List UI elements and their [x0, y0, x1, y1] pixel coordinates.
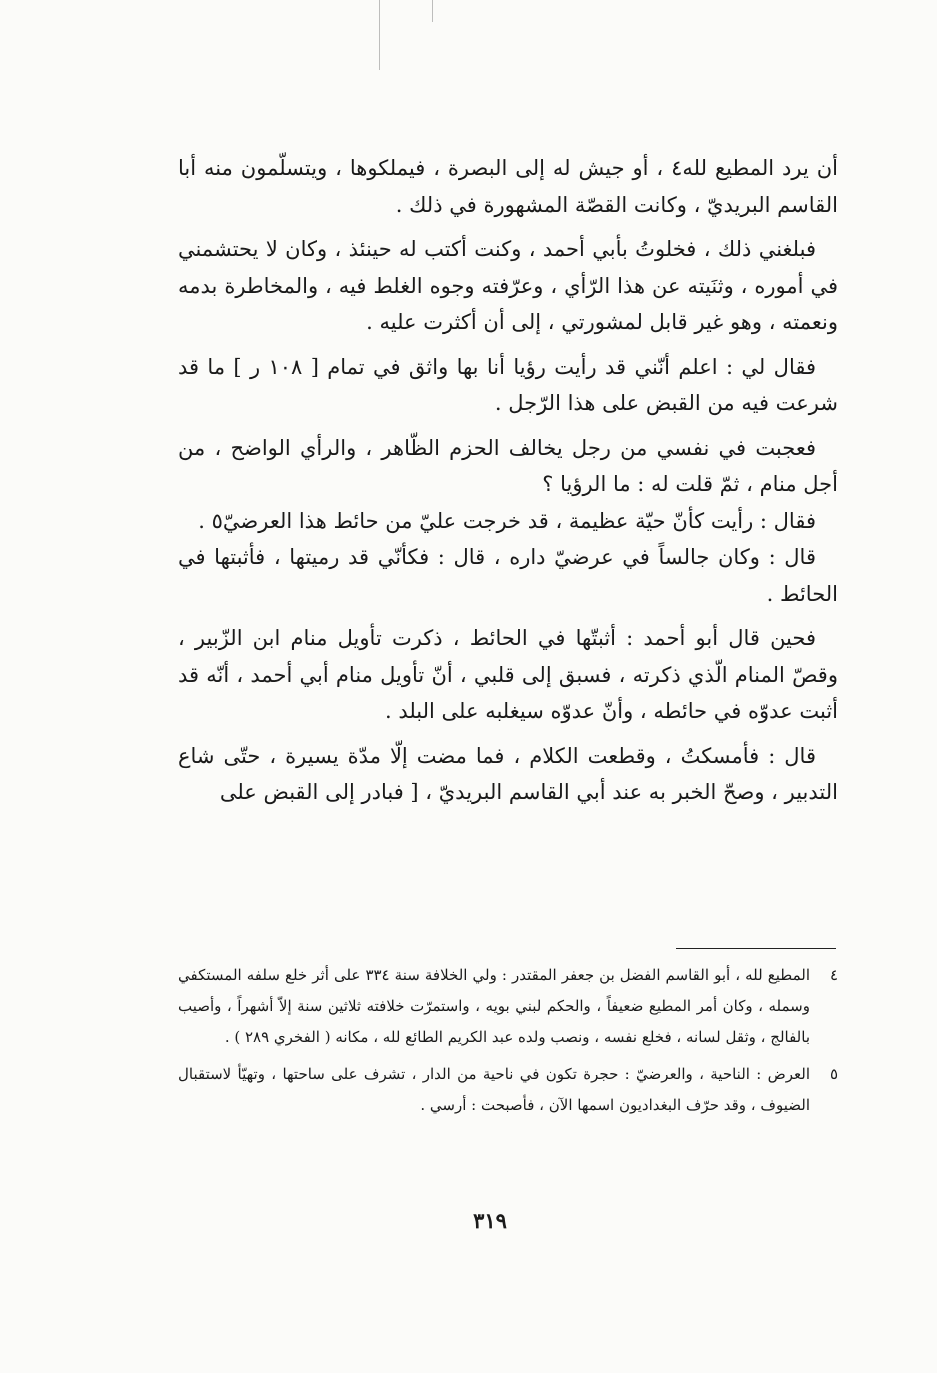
paragraph: فبلغني ذلك ، فخلوتُ بأبي أحمد ، وكنت أكتب له حينئذ ، وكان لا يحتشمني في أموره ، وثنَيته عن هذا الرّأي ، وعرّفته وجوه الغلط فيه ، والمخاطرة بدمه ونعمته ، وهو غير قابل لمشورتي ، إلى أن أكثرت عليه .: [178, 237, 838, 334]
scan-artifact-line: [379, 0, 380, 70]
paragraph: قال : وكان جالساً في عرضيّ داره ، قال : فكأنّي قد رميتها ، فأثبتها في الحائط .: [178, 545, 838, 606]
footnote-separator: [676, 948, 836, 949]
footnote-number: ٥: [829, 1065, 838, 1083]
paragraph: فحين قال أبو أحمد : أثبتّها في الحائط ، ذكرت تأويل منام ابن الزّبير ، وقصّ المنام الّذي ذكرته ، فسبق إلى قلبي ، أنّ تأويل منام أبي أحمد ، أنّه قد أثبت عدوّه في حائطه ، وأنّ عدوّه سيغلبه على البلد .: [178, 626, 838, 723]
page-number: ٣١٩: [473, 1208, 507, 1233]
footnotes: [178, 960, 838, 1121]
footnote-text: المطيع لله ، أبو القاسم الفضل بن جعفر المقتدر : ولي الخلافة سنة ٣٣٤ على أثر خلع سلفه المستكفي وسمله ، وكان أمر المطيع ضعيفاً ، والحكم لبني بويه ، واستمرّت خلافته ثلاثين سنة إلاّ أشهراً ، وأصيب بالفالج ، وثقل لسانه ، فخلع نفسه ، ونصب ولده عبد الكريم الطائع لله ، مكانه ( الفخري ٢٨٩ ) .: [178, 966, 810, 1046]
footnote-number: ٤: [829, 966, 838, 984]
footnote-text: العرض : الناحية ، والعرضيّ : حجرة تكون في ناحية من الدار ، تشرف على ساحتها ، وتهيّأ لاستقبال الضيوف ، وقد حرّف البغداديون اسمها الآن ، فأصبحت : أرسي .: [178, 1065, 810, 1114]
footnote: [178, 1059, 838, 1121]
paragraph: فقال لي : اعلم أنّني قد رأيت رؤيا أنا بها واثق في تمام [ ١٠٨ ر ] ما قد شرعت فيه من القبض على هذا الرّجل .: [178, 354, 838, 415]
scan-artifact-line: [432, 0, 433, 22]
main-text: [178, 150, 838, 811]
paragraph: فقال : رأيت كأنّ حيّة عظيمة ، قد خرجت عليّ من حائط هذا العرضيّ٥ .: [198, 508, 816, 533]
footnote: [178, 960, 838, 1053]
paragraph: قال : فأمسكتُ ، وقطعت الكلام ، فما مضت إلّا مدّة يسيرة ، حتّى شاع التدبير ، وصحّ الخبر به عند أبي القاسم البريديّ ، [ فبادر إلى القبض على: [178, 743, 838, 804]
paragraph: أن يرد المطيع لله٤ ، أو جيش له إلى البصرة ، فيملكوها ، ويتسلّمون منه أبا القاسم البريديّ ، وكانت القصّة المشهورة في ذلك .: [178, 156, 838, 217]
paragraph: فعجبت في نفسي من رجل يخالف الحزم الظّاهر ، والرأي الواضح ، من أجل منام ، ثمّ قلت له : ما الرؤيا ؟: [178, 435, 838, 496]
